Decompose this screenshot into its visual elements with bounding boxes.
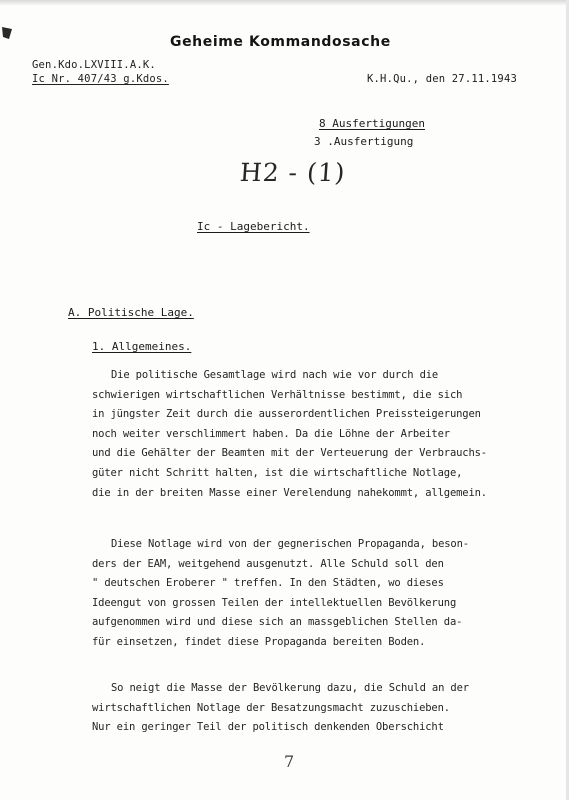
handwritten-annotation: H2 - (1) <box>238 158 347 187</box>
copy-number: 3 .Ausfertigung <box>314 135 414 148</box>
text-line: für einsetzen, findet diese Propaganda bereiten Boden. <box>92 635 426 648</box>
text-line: Ideengut von grossen Teilen der intellektuellen Bevölkerung <box>92 596 457 609</box>
text-line: Nur ein geringer Teil der politisch denkenden Oberschicht <box>92 721 444 734</box>
scan-shadow <box>0 0 569 6</box>
command-reference: Gen.Kdo.LXVIII.A.K. <box>32 59 156 71</box>
text-line: noch weiter verschlimmert haben. Da die Löhne der Arbeiter <box>92 427 450 440</box>
copies-total: 8 Ausfertigungen <box>319 117 425 130</box>
text-line: Diese Notlage wird von der gegnerischen Propaganda, beson- <box>111 538 469 550</box>
text-line: " deutschen Eroberer " treffen. In den Städten, wo dieses <box>92 577 444 590</box>
paragraph <box>92 535 528 653</box>
paragraph <box>92 366 528 503</box>
paragraph <box>92 679 528 738</box>
text-line: aufgenommen wird und diese sich an massgeblichen Stellen da- <box>92 616 463 629</box>
text-line: schwierigen wirtschaftlichen Verhältnisse bestimmt, die sich <box>92 388 463 401</box>
text-line: die in der breiten Masse einer Verelendung nahekommt, allgemein. <box>92 486 487 499</box>
text-line: Die politische Gesamtlage wird nach wie vor durch die <box>111 369 439 381</box>
place-date: K.H.Qu., den 27.11.1943 <box>367 73 517 85</box>
subsection-heading: 1. Allgemeines. <box>92 340 192 353</box>
text-line: So neigt die Masse der Bevölkerung dazu, die Schuld an der <box>111 682 469 694</box>
text-line: güter nicht Schritt halten, ist die wirtschaftliche Notlage, <box>92 466 463 479</box>
classification-heading: Geheime Kommandosache <box>170 34 391 50</box>
file-number: Ic Nr. 407/43 g.Kdos. <box>32 73 169 85</box>
section-heading: A. Politische Lage. <box>68 306 194 319</box>
text-line: und die Gehälter der Beamten mit der Verteuerung der Verbrauchs- <box>92 447 487 460</box>
scan-artifact-icon <box>0 25 18 43</box>
text-line: ders der EAM, weitgehend ausgenutzt. Alle Schuld soll den <box>92 557 444 570</box>
text-line: in jüngster Zeit durch die ausserordentlichen Preissteigerungen <box>92 408 481 421</box>
text-line: wirtschaftlichen Notlage der Besatzungsmacht zuzuschieben. <box>92 701 450 714</box>
page-mark: 7 <box>284 752 295 771</box>
report-title: Ic - Lagebericht. <box>197 220 310 233</box>
